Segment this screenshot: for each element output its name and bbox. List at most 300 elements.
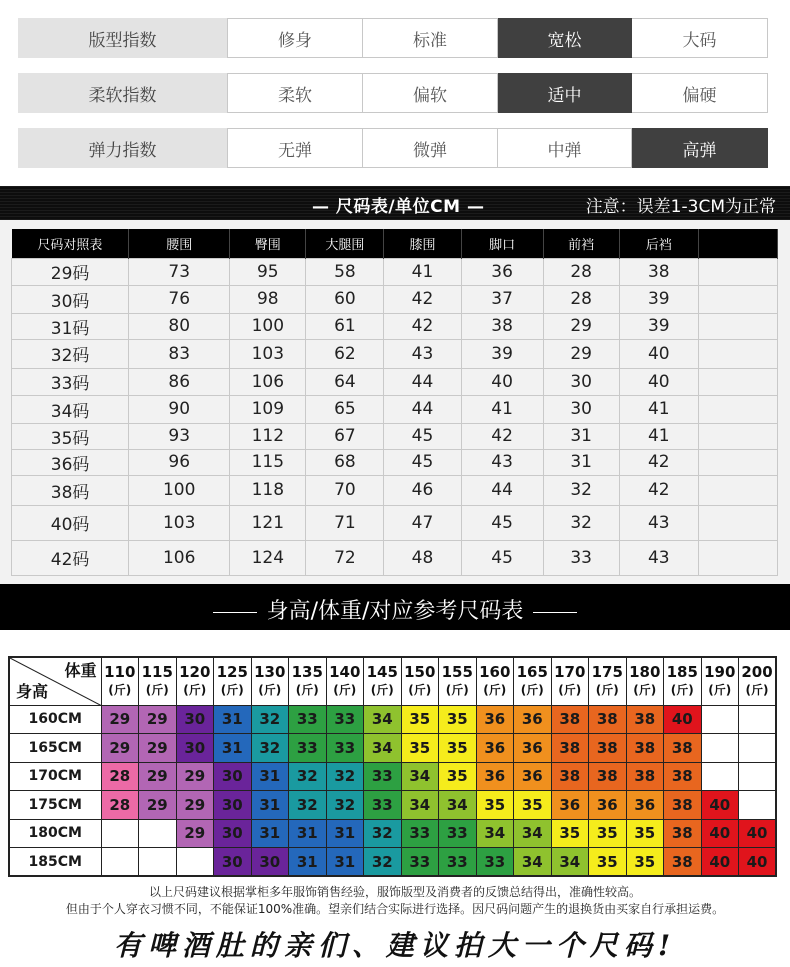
weight-value: 150 — [404, 663, 436, 682]
index-option-selected: 适中 — [498, 73, 632, 113]
height-label: 160CM — [9, 705, 101, 734]
weight-header — [251, 657, 289, 705]
measurement-cell: 41 — [619, 395, 698, 423]
size-cell: 36 — [514, 734, 552, 763]
size-cell: 32 — [326, 791, 364, 820]
size-cell: 35 — [439, 705, 477, 734]
column-header: 膝围 — [384, 229, 461, 258]
index-option: 柔软 — [227, 73, 363, 113]
measurement-cell: 30 — [543, 368, 619, 395]
index-option: 微弹 — [363, 128, 498, 168]
size-cell: 38 — [551, 705, 589, 734]
weight-header — [139, 657, 177, 705]
weight-unit: (斤) — [258, 683, 282, 698]
size-cell: 35 — [514, 791, 552, 820]
size-label-cell: 38码 — [12, 475, 129, 505]
size-cell: 35 — [589, 819, 627, 848]
table-row — [12, 540, 778, 575]
weight-value: 155 — [441, 663, 473, 682]
size-cell: 35 — [626, 819, 664, 848]
size-cell: 34 — [401, 762, 439, 791]
measurement-cell: 39 — [461, 339, 543, 368]
weight-value: 160 — [479, 663, 511, 682]
column-header: 尺码对照表 — [12, 229, 129, 258]
size-cell: 40 — [739, 819, 777, 848]
measurement-cell: 42 — [619, 449, 698, 475]
size-cell: 38 — [626, 762, 664, 791]
weight-unit: (斤) — [370, 683, 394, 698]
height-row — [9, 819, 776, 848]
weight-header — [739, 657, 777, 705]
weight-unit: (斤) — [183, 683, 207, 698]
size-cell: 33 — [401, 848, 439, 877]
weight-unit: (斤) — [445, 683, 469, 698]
size-cell: 33 — [439, 819, 477, 848]
index-option: 偏硬 — [632, 73, 768, 113]
weight-unit: (斤) — [220, 683, 244, 698]
weight-axis-label: 体重 — [64, 661, 97, 680]
size-cell: 36 — [551, 791, 589, 820]
measurement-cell: 118 — [230, 475, 306, 505]
measurement-cell: 93 — [129, 423, 230, 449]
size-cell: 29 — [176, 762, 214, 791]
size-cell: 35 — [551, 819, 589, 848]
measurement-cell: 28 — [543, 285, 619, 313]
size-cell: 29 — [101, 705, 139, 734]
weight-unit: (斤) — [333, 683, 357, 698]
weight-header — [514, 657, 552, 705]
height-axis-label: 身高 — [16, 681, 49, 701]
weight-unit: (斤) — [108, 683, 132, 698]
size-cell: 33 — [401, 819, 439, 848]
height-label: 165CM — [9, 734, 101, 763]
weight-header — [289, 657, 327, 705]
measurement-cell: 28 — [543, 258, 619, 285]
table-row — [12, 505, 778, 540]
size-cell: 40 — [701, 819, 739, 848]
weight-header-row — [9, 657, 776, 705]
size-cell: 28 — [101, 791, 139, 820]
column-header: 脚口 — [461, 229, 543, 258]
size-cell: 29 — [176, 819, 214, 848]
measurement-cell — [698, 368, 777, 395]
measurement-cell: 33 — [543, 540, 619, 575]
size-cell: 33 — [289, 734, 327, 763]
measurement-cell: 80 — [129, 313, 230, 339]
weight-unit: (斤) — [145, 683, 169, 698]
empty-cell — [701, 734, 739, 763]
weight-value: 165 — [516, 663, 548, 682]
size-table-header — [12, 229, 778, 258]
size-cell: 34 — [401, 791, 439, 820]
measurement-cell: 60 — [306, 285, 384, 313]
size-cell: 29 — [139, 791, 177, 820]
measurement-cell: 100 — [230, 313, 306, 339]
measurement-cell: 44 — [461, 475, 543, 505]
size-cell: 31 — [289, 848, 327, 877]
size-cell: 34 — [551, 848, 589, 877]
measurement-cell: 103 — [129, 505, 230, 540]
size-cell: 36 — [589, 791, 627, 820]
empty-cell — [139, 848, 177, 877]
height-row — [9, 762, 776, 791]
weight-unit: (斤) — [708, 683, 732, 698]
empty-cell — [101, 848, 139, 877]
weight-value: 170 — [554, 663, 586, 682]
index-label: 版型指数 — [18, 18, 227, 58]
measurement-cell: 65 — [306, 395, 384, 423]
size-cell: 38 — [664, 848, 702, 877]
empty-cell — [739, 705, 777, 734]
size-cell: 40 — [664, 705, 702, 734]
size-cell: 30 — [214, 819, 252, 848]
weight-header — [589, 657, 627, 705]
empty-cell — [701, 762, 739, 791]
measurement-cell: 86 — [129, 368, 230, 395]
table-row — [12, 423, 778, 449]
size-label-cell: 34码 — [12, 395, 129, 423]
weight-unit: (斤) — [595, 683, 619, 698]
measurement-cell: 39 — [619, 313, 698, 339]
size-cell: 35 — [439, 762, 477, 791]
height-label: 180CM — [9, 819, 101, 848]
measurement-cell: 38 — [461, 313, 543, 339]
measurement-cell — [698, 540, 777, 575]
weight-header — [701, 657, 739, 705]
beer-belly-tip: 有啤酒肚的亲们、建议拍大一个尺码! — [113, 929, 677, 962]
measurement-cell — [698, 449, 777, 475]
weight-value: 110 — [104, 663, 136, 682]
size-cell: 35 — [589, 848, 627, 877]
size-cell: 40 — [701, 848, 739, 877]
size-cell: 33 — [439, 848, 477, 877]
size-cell: 32 — [251, 734, 289, 763]
size-cell: 30 — [176, 705, 214, 734]
measurement-cell: 45 — [461, 505, 543, 540]
size-cell: 40 — [701, 791, 739, 820]
measurement-cell: 71 — [306, 505, 384, 540]
size-cell: 34 — [439, 791, 477, 820]
measurement-cell: 44 — [384, 395, 461, 423]
height-row — [9, 791, 776, 820]
measurement-cell: 30 — [543, 395, 619, 423]
softness-index-row — [18, 73, 768, 113]
size-cell: 38 — [626, 734, 664, 763]
measurement-cell: 58 — [306, 258, 384, 285]
empty-cell — [739, 762, 777, 791]
height-weight-table — [8, 656, 777, 877]
measurement-cell: 45 — [384, 423, 461, 449]
empty-cell — [139, 819, 177, 848]
table-row — [12, 285, 778, 313]
index-option: 修身 — [227, 18, 363, 58]
measurement-cell — [698, 258, 777, 285]
measurement-cell: 31 — [543, 423, 619, 449]
index-option: 标准 — [363, 18, 498, 58]
size-cell: 36 — [514, 762, 552, 791]
index-option: 大码 — [632, 18, 768, 58]
measurement-cell: 115 — [230, 449, 306, 475]
measurement-cell: 64 — [306, 368, 384, 395]
measurement-cell: 90 — [129, 395, 230, 423]
size-cell: 30 — [214, 848, 252, 877]
size-cell: 36 — [626, 791, 664, 820]
size-cell: 31 — [326, 819, 364, 848]
size-chart — [0, 220, 790, 584]
empty-cell — [739, 791, 777, 820]
measurement-cell — [698, 313, 777, 339]
size-chart-note: 注意：误差1-3CM为正常 — [585, 197, 776, 217]
measurement-cell: 76 — [129, 285, 230, 313]
size-cell: 36 — [476, 762, 514, 791]
weight-value: 200 — [741, 663, 773, 682]
size-cell: 30 — [214, 791, 252, 820]
size-cell: 38 — [664, 734, 702, 763]
weight-unit: (斤) — [633, 683, 657, 698]
measurement-cell: 42 — [619, 475, 698, 505]
measurement-cell: 98 — [230, 285, 306, 313]
size-label-cell: 40码 — [12, 505, 129, 540]
size-cell: 36 — [514, 705, 552, 734]
measurement-cell: 36 — [461, 258, 543, 285]
size-cell: 31 — [214, 734, 252, 763]
measurement-cell: 72 — [306, 540, 384, 575]
size-label-cell: 30码 — [12, 285, 129, 313]
measurement-cell — [698, 395, 777, 423]
measurement-cell: 40 — [619, 339, 698, 368]
index-label: 柔软指数 — [18, 73, 227, 113]
index-label: 弹力指数 — [18, 128, 227, 168]
measurement-cell: 45 — [384, 449, 461, 475]
empty-cell — [701, 705, 739, 734]
measurement-cell: 41 — [619, 423, 698, 449]
weight-value: 185 — [666, 663, 698, 682]
measurement-cell — [698, 339, 777, 368]
size-cell: 32 — [364, 819, 402, 848]
weight-header — [664, 657, 702, 705]
height-row — [9, 848, 776, 877]
measurement-cell: 40 — [461, 368, 543, 395]
weight-unit: (斤) — [745, 683, 769, 698]
size-cell: 36 — [476, 705, 514, 734]
weight-value: 130 — [254, 663, 286, 682]
size-cell: 31 — [214, 705, 252, 734]
measurement-cell: 29 — [543, 339, 619, 368]
measurement-cell: 62 — [306, 339, 384, 368]
measurement-cell: 73 — [129, 258, 230, 285]
measurement-cell: 70 — [306, 475, 384, 505]
size-cell: 31 — [289, 819, 327, 848]
measurement-cell — [698, 475, 777, 505]
weight-header — [364, 657, 402, 705]
table-row — [12, 475, 778, 505]
measurement-cell: 32 — [543, 475, 619, 505]
size-label-cell: 32码 — [12, 339, 129, 368]
size-cell: 30 — [214, 762, 252, 791]
size-cell: 31 — [326, 848, 364, 877]
footer — [0, 884, 790, 964]
fit-index-section — [0, 0, 790, 172]
size-cell: 35 — [439, 734, 477, 763]
table-row — [12, 395, 778, 423]
measurement-cell: 124 — [230, 540, 306, 575]
size-cell: 35 — [401, 705, 439, 734]
size-cell: 30 — [176, 734, 214, 763]
size-cell: 34 — [514, 848, 552, 877]
height-label: 175CM — [9, 791, 101, 820]
size-cell: 29 — [139, 705, 177, 734]
size-cell: 38 — [551, 734, 589, 763]
measurement-cell: 44 — [384, 368, 461, 395]
height-label: 185CM — [9, 848, 101, 877]
size-label-cell: 35码 — [12, 423, 129, 449]
measurement-cell: 121 — [230, 505, 306, 540]
index-option: 偏软 — [363, 73, 498, 113]
size-cell: 38 — [664, 819, 702, 848]
weight-unit: (斤) — [558, 683, 582, 698]
table-row — [12, 258, 778, 285]
size-label-cell: 29码 — [12, 258, 129, 285]
size-chart-title: — 尺码表/单位CM — — [312, 197, 485, 217]
size-cell: 30 — [251, 848, 289, 877]
size-cell: 34 — [364, 734, 402, 763]
measurement-cell: 95 — [230, 258, 306, 285]
weight-unit: (斤) — [520, 683, 544, 698]
size-cell: 38 — [664, 762, 702, 791]
stretch-index-row — [18, 128, 768, 168]
weight-header — [401, 657, 439, 705]
weight-header — [326, 657, 364, 705]
measurement-cell: 48 — [384, 540, 461, 575]
height-weight-title: 身高/体重/对应参考尺码表 — [266, 599, 524, 624]
weight-value: 115 — [141, 663, 173, 682]
footer-note-1: 以上尺码建议根据掌柜多年服饰销售经验，服饰版型及消费者的反馈总结得出，准确性较高。 — [148, 885, 641, 899]
size-chart-header — [0, 186, 790, 220]
divider-line — [213, 612, 257, 613]
height-row — [9, 734, 776, 763]
size-cell: 29 — [139, 762, 177, 791]
measurement-cell: 31 — [543, 449, 619, 475]
weight-value: 125 — [216, 663, 248, 682]
size-label-cell: 36码 — [12, 449, 129, 475]
index-option: 无弹 — [227, 128, 363, 168]
column-header: 臀围 — [230, 229, 306, 258]
height-label: 170CM — [9, 762, 101, 791]
height-weight-header — [0, 584, 790, 630]
size-cell: 38 — [626, 705, 664, 734]
size-label-cell: 31码 — [12, 313, 129, 339]
size-cell: 33 — [476, 848, 514, 877]
index-option-selected: 宽松 — [498, 18, 632, 58]
table-row — [12, 449, 778, 475]
measurement-cell: 42 — [384, 313, 461, 339]
footer-note-2: 但由于个人穿衣习惯不同，不能保证100%准确。望亲们结合实际进行选择。因尺码问题产生的退换货由买家自行承担运费。 — [65, 902, 725, 916]
size-cell: 33 — [326, 705, 364, 734]
measurement-cell: 42 — [461, 423, 543, 449]
size-cell: 35 — [476, 791, 514, 820]
measurement-cell — [698, 423, 777, 449]
size-cell: 38 — [664, 791, 702, 820]
measurement-cell: 45 — [461, 540, 543, 575]
size-cell: 29 — [101, 734, 139, 763]
size-cell: 35 — [401, 734, 439, 763]
measurement-cell: 32 — [543, 505, 619, 540]
measurement-cell: 100 — [129, 475, 230, 505]
measurement-cell: 43 — [384, 339, 461, 368]
weight-value: 175 — [591, 663, 623, 682]
size-cell: 33 — [326, 734, 364, 763]
weight-unit: (斤) — [483, 683, 507, 698]
weight-unit: (斤) — [408, 683, 432, 698]
measurement-cell — [698, 505, 777, 540]
column-header: 大腿围 — [306, 229, 384, 258]
column-header: 后裆 — [619, 229, 698, 258]
measurement-cell — [698, 285, 777, 313]
size-cell: 32 — [289, 791, 327, 820]
empty-cell — [101, 819, 139, 848]
size-cell: 38 — [551, 762, 589, 791]
size-cell: 31 — [251, 791, 289, 820]
weight-header — [101, 657, 139, 705]
index-option: 中弹 — [498, 128, 632, 168]
measurement-cell: 38 — [619, 258, 698, 285]
measurement-cell: 47 — [384, 505, 461, 540]
column-header: 前裆 — [543, 229, 619, 258]
weight-value: 135 — [291, 663, 323, 682]
measurement-cell: 29 — [543, 313, 619, 339]
measurement-cell: 61 — [306, 313, 384, 339]
size-cell: 33 — [364, 791, 402, 820]
size-cell: 33 — [364, 762, 402, 791]
size-cell: 32 — [289, 762, 327, 791]
weight-header — [439, 657, 477, 705]
size-label-cell: 42码 — [12, 540, 129, 575]
size-cell: 34 — [514, 819, 552, 848]
weight-value: 120 — [179, 663, 211, 682]
measurement-cell: 42 — [384, 285, 461, 313]
measurement-cell: 43 — [619, 540, 698, 575]
weight-header — [626, 657, 664, 705]
size-cell: 29 — [176, 791, 214, 820]
measurement-cell: 106 — [230, 368, 306, 395]
empty-cell — [176, 848, 214, 877]
size-cell: 32 — [251, 705, 289, 734]
size-cell: 32 — [364, 848, 402, 877]
table-corner — [9, 657, 101, 705]
size-cell: 33 — [289, 705, 327, 734]
size-cell: 40 — [739, 848, 777, 877]
index-option-selected: 高弹 — [632, 128, 768, 168]
weight-value: 190 — [704, 663, 736, 682]
table-row — [12, 313, 778, 339]
size-cell: 28 — [101, 762, 139, 791]
empty-cell — [739, 734, 777, 763]
measurement-cell: 96 — [129, 449, 230, 475]
measurement-cell: 68 — [306, 449, 384, 475]
column-header: 腰围 — [129, 229, 230, 258]
measurement-cell: 109 — [230, 395, 306, 423]
size-cell: 31 — [251, 762, 289, 791]
size-cell: 32 — [326, 762, 364, 791]
measurement-cell: 46 — [384, 475, 461, 505]
measurement-cell: 43 — [619, 505, 698, 540]
table-row — [12, 368, 778, 395]
size-cell: 35 — [626, 848, 664, 877]
measurement-cell: 40 — [619, 368, 698, 395]
size-cell: 38 — [589, 734, 627, 763]
weight-value: 140 — [329, 663, 361, 682]
size-cell: 38 — [589, 705, 627, 734]
